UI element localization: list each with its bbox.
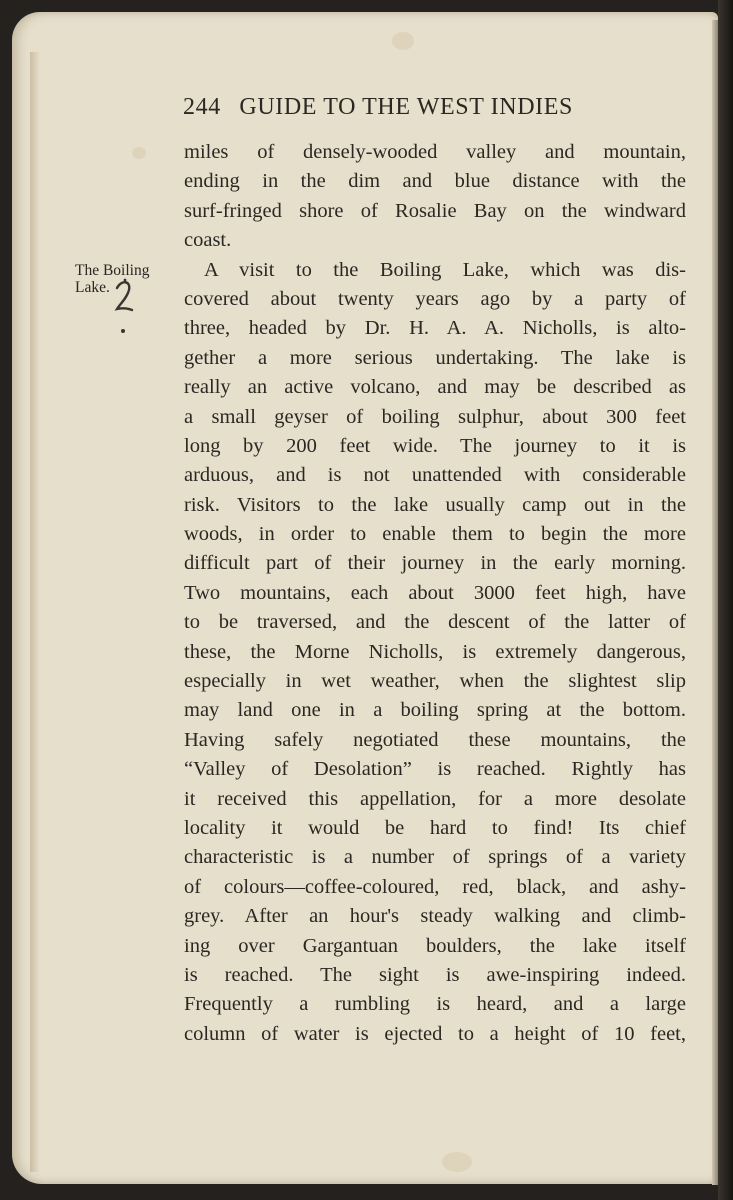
text-line: ending in the dim and blue distance with the xyxy=(184,170,686,193)
text-line: ing over Gargantuan boulders, the lake itself xyxy=(184,934,686,957)
body-text xyxy=(184,138,686,1049)
paper-stain xyxy=(392,32,414,50)
text-line: especially in wet weather, when the slightest slip xyxy=(184,670,686,693)
margin-note-line: Lake. xyxy=(75,279,110,296)
text-line: really an active volcano, and may be described as xyxy=(184,376,686,399)
text-line: woods, in order to enable them to begin the more xyxy=(184,523,686,546)
text-line: these, the Morne Nicholls, is extremely dangerous, xyxy=(184,640,686,663)
text-line: Having safely negotiated these mountains, the xyxy=(184,728,686,751)
text-line: difficult part of their journey in the early morning. xyxy=(184,552,686,575)
book-spine xyxy=(718,0,733,1200)
text-line: it received this appellation, for a more desolate xyxy=(184,787,686,810)
text-line: to be traversed, and the descent of the latter of xyxy=(184,611,686,634)
text-line: coast. xyxy=(184,229,232,252)
text-line: three, headed by Dr. H. A. A. Nicholls, is alto- xyxy=(184,317,686,340)
text-line: miles of densely-wooded valley and mountain, xyxy=(184,141,686,163)
book-title: GUIDE TO THE WEST INDIES xyxy=(239,94,573,120)
text-line: Frequently a rumbling is heard, and a large xyxy=(184,993,686,1016)
text-line: long by 200 feet wide. The journey to it is xyxy=(184,434,686,457)
paper-stain xyxy=(442,1152,472,1172)
text-line: characteristic is a number of springs of a variety xyxy=(184,846,686,869)
page-edge-shadow xyxy=(30,52,40,1172)
page-number: 244 xyxy=(183,94,221,120)
text-line: may land one in a boiling spring at the bottom. xyxy=(184,699,686,722)
text-line: “Valley of Desolation” is reached. Rightly has xyxy=(184,758,686,781)
text-line: covered about twenty years ago by a party of xyxy=(184,287,686,310)
text-line: A visit to the Boiling Lake, which was dis- xyxy=(204,258,686,281)
text-line: surf-fringed shore of Rosalie Bay on the windward xyxy=(184,199,686,222)
text-line: Two mountains, each about 3000 feet high, have xyxy=(184,581,686,604)
paper-stain xyxy=(132,147,146,159)
text-line: arduous, and is not unattended with considerable xyxy=(184,464,686,487)
text-line: is reached. The sight is awe-inspiring indeed. xyxy=(184,963,686,986)
margin-note-line: The Boiling xyxy=(75,262,150,279)
text-line: risk. Visitors to the lake usually camp out in the xyxy=(184,493,686,516)
text-line: locality it would be hard to find! Its chief xyxy=(184,816,686,839)
text-line: column of water is ejected to a height of 10 feet, xyxy=(184,1022,686,1045)
text-line: grey. After an hour's steady walking and climb- xyxy=(184,905,686,928)
text-line: a small geyser of boiling sulphur, about 300 feet xyxy=(184,405,686,428)
handwritten-number-2 xyxy=(112,276,136,348)
text-line: gether a more serious undertaking. The lake is xyxy=(184,346,686,369)
text-line: of colours—coffee-coloured, red, black, and ashy- xyxy=(184,875,686,898)
running-head xyxy=(183,94,653,121)
